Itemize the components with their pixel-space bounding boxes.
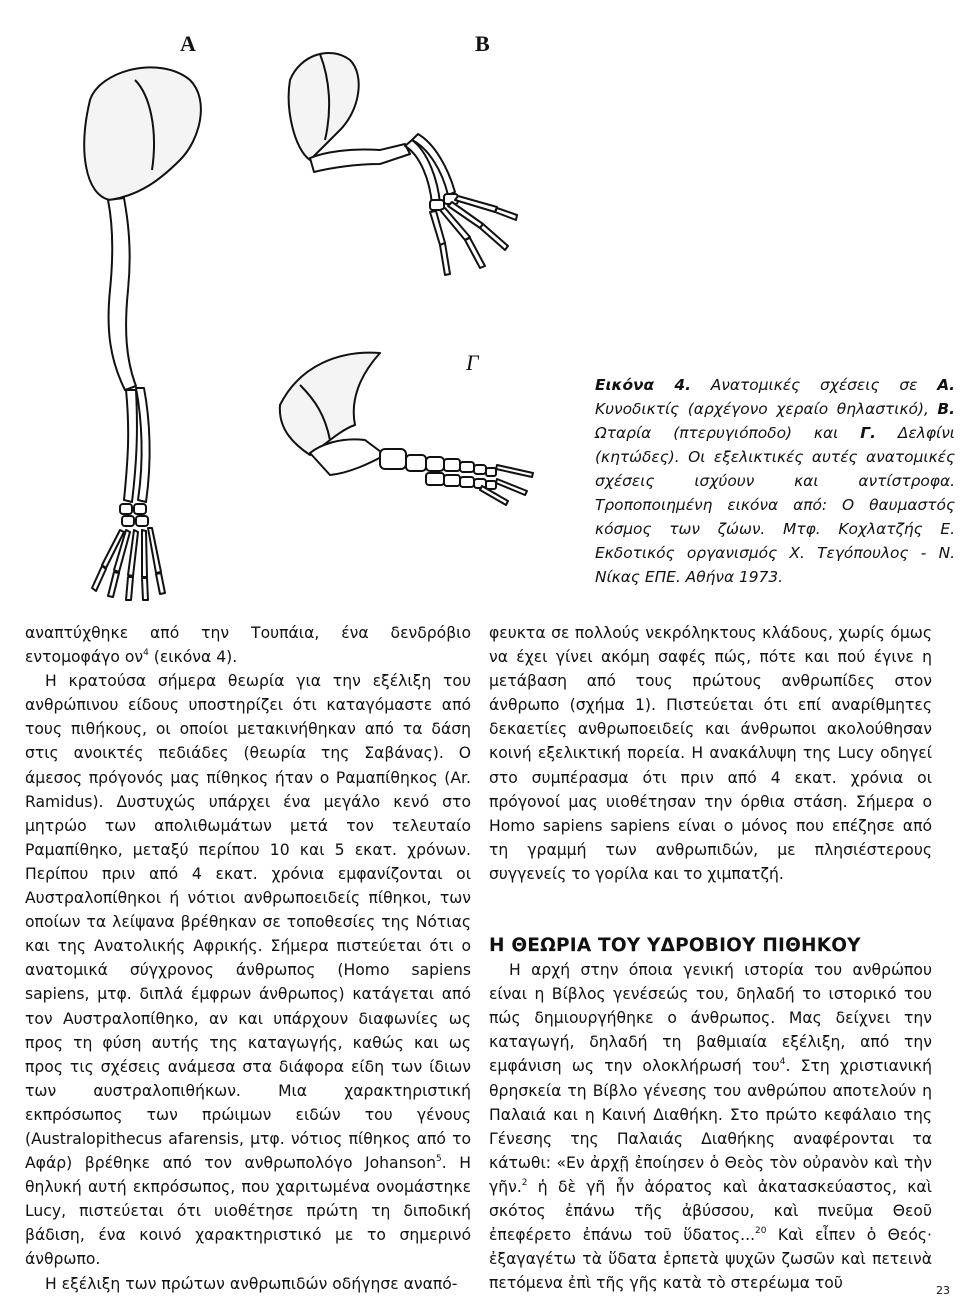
left-paragraph-1 [25,621,471,669]
section-heading: Η ΘΕΩΡΙΑ ΤΟΥ ΥΔΡΟΒΙΟΥ ΠΙΘΗΚΟΥ [489,935,861,957]
cynodont-limb-illustration [40,60,240,605]
right-p2-text: Η αρχή στην όποια γενική ιστορία του ανθρώπου είναι η Βίβλος γενέσεώς του, δηλαδή το ιστορικό του πώς δημιουργήθηκε ο άνθρωπος. Μας δείχνει την καταγωγή, δηλαδή τη βαθμιαία εξέλιξη, από την εμφάνιση ως την ολοκλήρωσή του [489,961,932,1076]
right-p2-text-b: . Στη χριστιανική θρησκεία τη Βίβλο γένεσης του ανθρώπου αποτελούν η Παλαιά και η Καινή Διαθήκη. Στο πρώτο κεφάλαιο της Γένεσης της Παλαιάς Διαθήκης αναφέρονται τα κάτωθι: «Εν ἀρχῇ ἐποίησεν ὁ Θεὸς τὸν οὐρανὸν καὶ τὴν γῆν. [489,1057,932,1196]
figure-label-g: Γ [466,350,479,375]
left-p1-text: αναπτύχθηκε από την Τουπάια, ένα δενδρόβιο εντομοφάγο ον [25,624,471,667]
left-paragraph-2 [25,669,471,1271]
verse-number: 2 [521,1177,528,1188]
right-paragraph-2 [489,958,932,1295]
dolphin-flipper-illustration [270,345,550,515]
verse-number: 20 [755,1225,767,1236]
caption-text-3: Ωταρία (πτερυγιόποδο) και [595,424,861,442]
page-number: 23 [936,1284,950,1297]
caption-g: Γ. [860,424,876,442]
sea-lion-flipper-illustration [280,40,520,290]
left-column [25,621,471,1296]
footnote-ref: 4 [143,647,149,658]
caption-text-1: Ανατομικές σχέσεις σε [690,376,938,394]
caption-b: Β. [937,400,955,418]
caption-lead: Εικόνα 4. [595,376,691,394]
caption-a: Α. [937,376,955,394]
right-p2-text-d: Καὶ εἶπεν ὁ Θεός· ἐξαγαγέτω τὰ ὕδατα ἑρπετὰ ψυχῶν ζωσῶν καὶ πετεινὰ πετόμενα ἐπὶ τῆς γῆς κατὰ τὸ στερέωμα τοῦ [489,1226,932,1293]
caption-text-2: Κυνοδικτίς (αρχέγονο χεραίο θηλαστικό), [595,400,938,418]
footnote-ref: 5 [436,1153,442,1164]
figure-caption [595,373,955,589]
right-paragraph-1: φευκτα σε πολλούς νεκρόληκτους κλάδους, χωρίς όμως να έχει γίνει ακόμη σαφές πώς, πότε και πού έγινε η μετάβαση από τους πρώτους ανθρωπίδες στον άνθρωπο (σχήμα 1). Πιστεύεται ότι επί αναρίθμητες δεκαετίες ανθρωποειδείς και άνθρωποι ακολούθησαν κοινή εξελικτική πορεία. Η ανακάλυψη της Lucy οδηγεί στο συμπέρασμα ότι πριν από 4 εκατ. χρόνια οι πρόγονοί μας υιοθέτησαν την όρθια στάση. Σήμερα ο Homo sapiens sapiens είναι ο μόνος που επέζησε από τη γραμμή των ανθρωπιδών, με πλησιέστερους συγγενείς το γορίλα και το χιμπατζή. [489,624,932,883]
left-p1-text-end: (εικόνα 4). [148,648,238,667]
left-p2-text-end: . Η θηλυκή αυτή εκπρόσωπος, που χαριτωμένα ονομάστηκε Lucy, πιστεύεται ότι υιοθέτησε πρώτη τη διποδική βάδιση, ένα κοινό χαρακτηριστικό με το σημερινό άνθρωπο. [25,1154,472,1269]
caption-text-4: Δελφίνι (κητώδες). Οι εξελικτικές αυτές ανατομικές σχέσεις ισχύουν και αντίστροφα. Τροποποιημένη εικόνα από: Ο θαυμαστός κόσμος των ζώων. Μτφ. Κοχλατζής Ε. Εκδοτικός οργανισμός Χ. Τεγόπουλος - Ν. Νίκας ΕΠΕ. Αθήνα 1973. [595,424,956,586]
anatomy-figure [0,0,960,600]
left-p2-text: Η κρατούσα σήμερα θεωρία για την εξέλιξη του ανθρώπινου είδους υποστηρίζει ότι καταγόμαστε από τους πιθήκους, οι οποίοι μετακινήθηκαν από τα δάση στις ανοικτές πεδιάδες (θεωρία της Σαβάνας). Ο άμεσος πρόγονός μας πίθηκος ήταν ο Ραμαπίθηκος (Ar. Ramidus). Δυστυχώς υπάρχει ένα μεγάλο κενό στο μητρώο των απολιθωμάτων μετά τον τελευταίο Ραμαπίθηκο, μεταξύ περίπου 10 και 5 εκατ. χρόνων. Περίπου πριν από 4 εκατ. χρόνια εμφανίζονται οι Αυστραλοπίθηκοι ή νότιοι ανθρωποειδείς πίθηκοι, των οποίων τα λείψανα βρέθηκαν σε τοποθεσίες της Νότιας και της Ανατολικής Αφρικής. Σήμερα πιστεύεται ότι ο ανατομικά σύγχρονος άνθρωπος (Homo sapiens sapiens, μτφ. διπλά έμφρων άνθρωπος) κατάγεται από τον Αυστραλοπίθηκο, αν και υπάρχουν διαφωνίες ως προς τη φύση αυτής της καταγωγής, καθώς και ως προς τις σχέσεις ανάμεσα στα διάφορα είδη των ίδιων των αυστραλοπιθήκων. Μια χαρακτηριστική εκπρόσωπος των πρώιμων ειδών του γένους (Australopithecus afarensis, μτφ. νότιος πίθηκος από το Αφάρ) βρέθηκε από τον ανθρωπολόγο Johanson [25,672,471,1173]
right-column [489,621,932,1295]
figure-label-a: A [180,31,196,56]
right-p2-text-c: ἡ δὲ γῆ ἦν ἀόρατος καὶ ἀκατασκεύαστος, καὶ σκότος ἐπάνω τῆς ἀβύσσου, καὶ πνεῦμα Θεοῦ ἐπεφέρετο ἐπάνω τοῦ ὕδατος... [489,1177,932,1245]
left-paragraph-3: Η εξέλιξη των πρώτων ανθρωπιδών οδήγησε αναπό- [45,1274,458,1293]
figure-label-b: B [475,31,490,56]
footnote-ref: 4 [779,1057,786,1068]
